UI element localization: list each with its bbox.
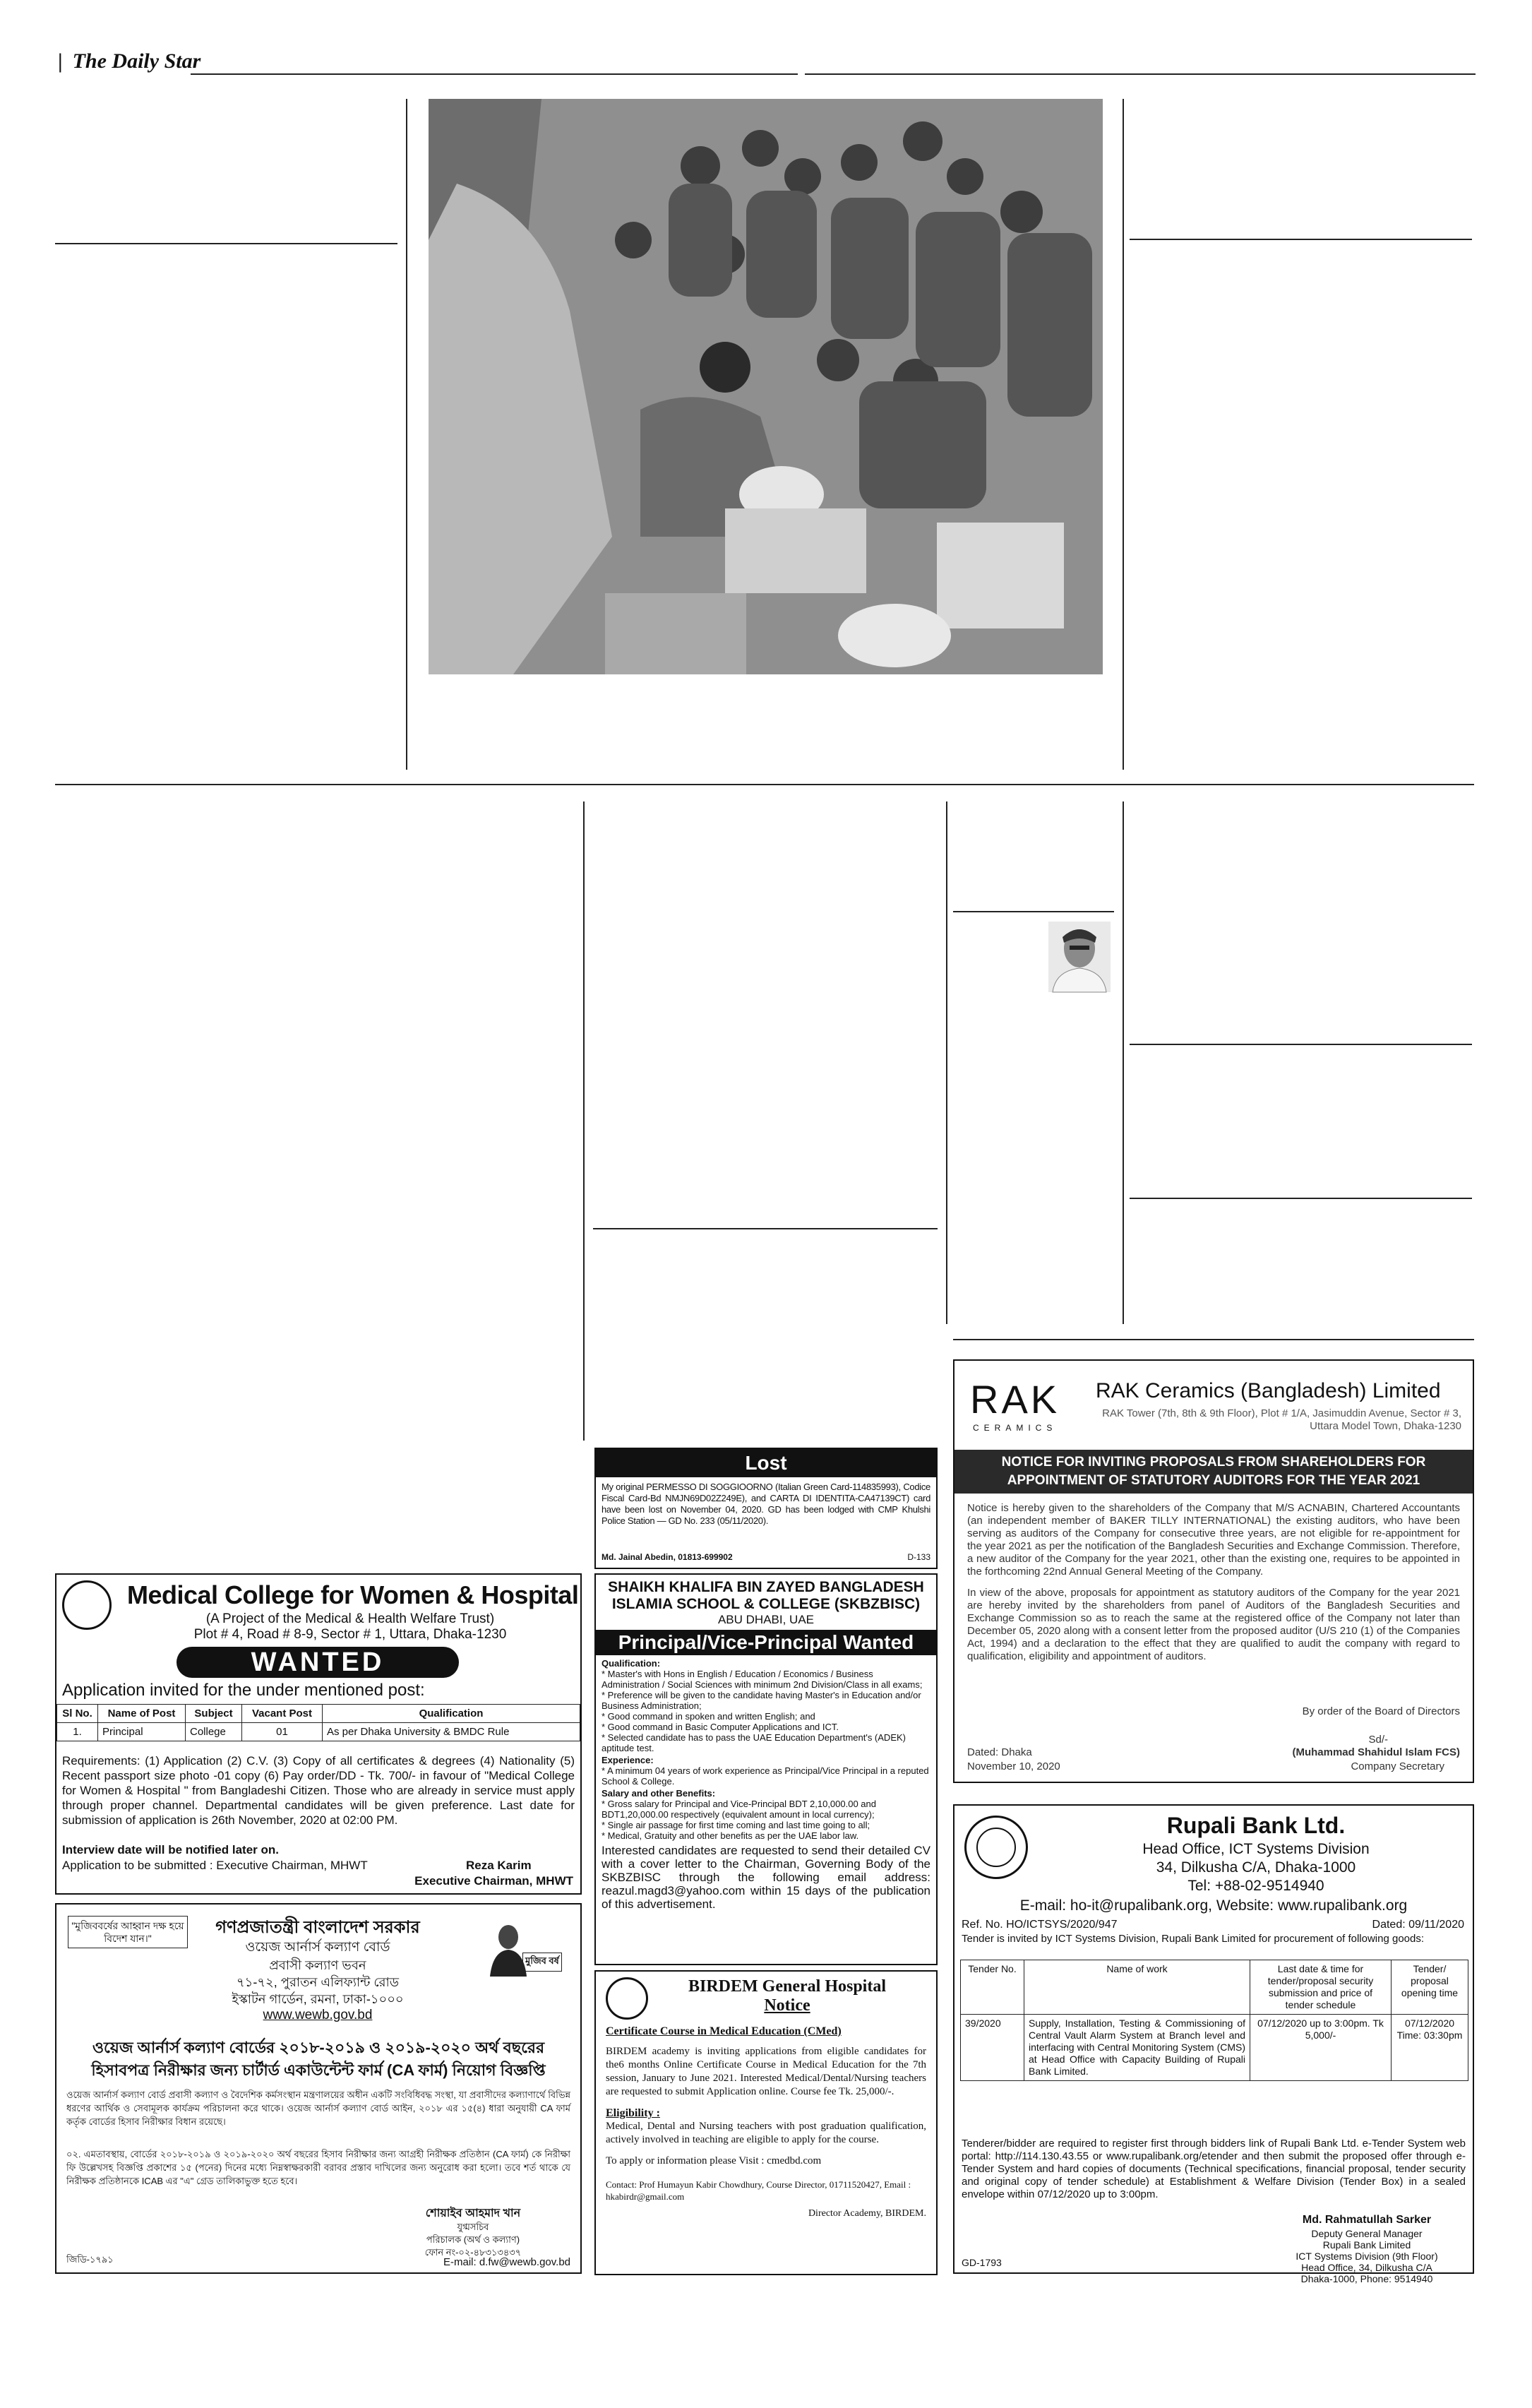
mcwh-address: Plot # 4, Road # 8-9, Sector # 1, Uttara, Dhaka-1230	[193, 1627, 507, 1642]
rupali-code: GD-1793	[962, 2257, 1002, 2268]
rupali-table	[960, 1960, 1468, 2081]
masthead-paper-name: The Daily Star	[72, 49, 201, 73]
column-rule	[1130, 1198, 1472, 1199]
mcwh-interview: Interview date will be notified later on.	[62, 1843, 279, 1856]
rak-dated: Dated: Dhaka	[967, 1746, 1032, 1758]
news-photo	[429, 99, 1103, 674]
rupali-email-line: E-mail: ho-it@rupalibank.org, Website: www.rupalibank.org	[1019, 1897, 1408, 1914]
table-row	[57, 1723, 580, 1741]
table-header: Tender/ proposal opening time	[1392, 1960, 1468, 2015]
rupali-signer-line: Deputy General Manager	[1311, 2228, 1423, 2239]
skbz-location: ABU DHABI, UAE	[717, 1613, 815, 1626]
rupali-tel: Tel: +88-02-9514940	[1187, 1878, 1324, 1894]
table-cell: 1.	[57, 1723, 98, 1741]
table-header: Last date & time for tender/proposal security submission and price of tender schedule	[1250, 1960, 1392, 2015]
portrait-photo	[1048, 922, 1111, 992]
column-rule	[953, 1339, 1474, 1340]
skbz-sal-item: * Gross salary for Principal and Vice-Principal BDT 2,10,000.00 and BDT1,20,000.00 respectively (equivalent amount in local currency);	[602, 1799, 876, 1820]
birdem-elig-head: Eligibility :	[606, 2107, 660, 2119]
table-cell: Supply, Installation, Testing & Commissioning of Central Vault Alarm System at Branch level and interfacing with Central Monitoring System (CMS) at Head Office with Capacity Building of Rupali Bank Limited.	[1024, 2015, 1250, 2081]
rak-para-2: In view of the above, proposals for appointment as statutory auditors of the Company for the year 2021 are hereby invited by the shareholders from panel of Auditors of the Bangladesh Securities and Exchange Commission so as to reach the same at the registered office of the Company not later than December 05, 2020 along with a consent letter from the proposed auditor (U/S 210 (1) of the Companies Act, 1994) and a declaration to the effect that they are qualified to audit the company with regard to qualification, eligibility and appointment of auditors.	[967, 1587, 1460, 1662]
column-divider	[946, 801, 947, 1324]
skbz-qual-item: * Good command in spoken and written English; and	[602, 1711, 815, 1722]
mcwh-logo	[62, 1580, 112, 1630]
rupali-signer: Md. Rahmatullah Sarker	[1302, 2214, 1432, 2226]
column-rule	[1130, 239, 1472, 240]
wewb-road: ৭১-৭২, পুরাতন এলিফ্যান্ট রোড	[236, 1975, 400, 1989]
table-cell: 07/12/2020 Time: 03:30pm	[1392, 2015, 1468, 2081]
rupali-signer-line: Head Office, 34, Dilkusha C/A	[1301, 2262, 1432, 2273]
wewb-gov: গণপ্রজাতন্ত্রী বাংলাদেশ সরকার	[215, 1918, 420, 1937]
wewb-board: ওয়েজ আর্নার্স কল্যাণ বোর্ড	[245, 1940, 390, 1955]
rupali-logo	[964, 1816, 1028, 1879]
skbz-exp-head: Experience:	[602, 1755, 654, 1765]
mcwh-signer: Reza Karim	[466, 1859, 532, 1872]
wewb-headline-2: হিসাবপত্র নিরীক্ষার জন্য চার্টার্ড একাউন্টেন্ট ফার্ম (CA ফার্ম) নিয়োগ বিজ্ঞপ্তি	[91, 2061, 546, 2079]
rak-order: By order of the Board of Directors	[1302, 1705, 1460, 1717]
mcwh-table	[56, 1704, 580, 1741]
skbz-qual-item: * Good command in Basic Computer Applications and ICT.	[602, 1722, 839, 1732]
skbz-exp: * A minimum 04 years of work experience as Principal/Vice Principal in a reputed School & College.	[602, 1765, 929, 1787]
wewb-area: ইস্কাটন গার্ডেন, রমনা, ঢাকা-১০০০	[232, 1992, 404, 2006]
skbz-qual-item: * Master's with Hons in English / Education / Economics / Business Administration / Social Sciences with minimum 2nd Division/Class in all exams;	[602, 1669, 923, 1690]
wewb-email: E-mail: d.fw@wewb.gov.bd	[443, 2256, 570, 2268]
rupali-name: Rupali Bank Ltd.	[1166, 1813, 1346, 1838]
lost-code: D-133	[907, 1552, 930, 1562]
skbz-ad	[594, 1573, 938, 1965]
birdem-sign: Director Academy, BIRDEM.	[808, 2208, 926, 2219]
table-header-row	[961, 1960, 1468, 2015]
rak-logo: RAK	[970, 1377, 1060, 1421]
rupali-office: Head Office, ICT Systems Division	[1142, 1841, 1370, 1857]
rupali-signer-line: Rupali Bank Limited	[1322, 2239, 1411, 2251]
column-divider	[583, 801, 585, 1441]
mcwh-title: Medical College for Women & Hospital	[127, 1580, 579, 1609]
column-rule	[593, 1228, 938, 1229]
rupali-ref: Ref. No. HO/ICTSYS/2020/947	[962, 1919, 1118, 1931]
wewb-bhaban: প্রবাসী কল্যাণ ভবন	[269, 1958, 366, 1972]
wewb-slogan: "মুজিববর্ষের আহ্বান দক্ষ হয়ে বিদেশ যান।"	[68, 1916, 188, 1948]
rupali-address: 34, Dilkusha C/A, Dhaka-1000	[1156, 1859, 1356, 1876]
wewb-para-2: ০২. এমতাবস্থায়, বোর্ডের ২০১৮-২০১৯ ও ২০১৯-২০২০ অর্থ বছরের হিসাব নিরীক্ষার জন্য আগ্রহী নিরীক্ষক প্রতিষ্ঠান (CA ফার্ম) কে নিরীক্ষা ফি উল্লেখসহ বিজ্ঞপ্তি প্রকাশের ১৫ (পনের) দিনের মধ্যে নিম্নস্বাক্ষরকারী বরাবর প্রস্তাব দাখিলের জন্য অনুরোধ করা হলো। তবে শর্ত থাকে যে নিরীক্ষক প্রতিষ্ঠানকে ICAB এর "এ" গ্রেড তালিকাভুক্ত হতে হবে।	[66, 2149, 570, 2186]
skbz-qual-list	[602, 1669, 930, 1753]
rupali-signer-block	[1268, 2228, 1466, 2284]
birdem-apply: To apply or information please Visit : cmedbd.com	[606, 2155, 822, 2166]
skbz-title-2: ISLAMIA SCHOOL & COLLEGE (SKBZBISC)	[611, 1596, 921, 1612]
skbz-sal-list	[602, 1799, 930, 1841]
rak-logo-sub: CERAMICS	[973, 1423, 1058, 1433]
column-rule	[55, 243, 397, 244]
rak-address: RAK Tower (7th, 8th & 9th Floor), Plot # 1/A, Jasimuddin Avenue, Sector # 3, Uttara Model Town, Dhaka-1230	[1102, 1407, 1461, 1432]
table-cell: As per Dhaka University & BMDC Rule	[323, 1723, 580, 1741]
photo-crowd-illustration	[429, 99, 1103, 674]
table-header: Qualification	[323, 1705, 580, 1723]
wewb-headline-1: ওয়েজ আর্নার্স কল্যাণ বোর্ডের ২০১৮-২০১৯ ও ২০১৯-২০২০ অর্থ বছরের	[92, 2039, 545, 2056]
birdem-body: BIRDEM academy is inviting applications from eligible candidates for the6 months Online Certificate Course in Medical Education for the 7th session, January to June 2021. Interested Medical/Dental/Nursing teachers are requested to submit Application online. Course fee Tk. 25,000/-.	[606, 2046, 926, 2097]
rak-signer-title: Company Secretary	[1351, 1760, 1444, 1772]
table-header-row	[57, 1705, 580, 1723]
table-cell: 01	[242, 1723, 323, 1741]
table-cell: College	[186, 1723, 242, 1741]
skbz-sal-item: * Medical, Gratuity and other benefits as per the UAE labor law.	[602, 1830, 859, 1841]
birdem-title: BIRDEM General Hospital	[688, 1977, 886, 1996]
mcwh-signer-title: Executive Chairman, MHWT	[414, 1874, 573, 1888]
rak-notice	[953, 1359, 1474, 1783]
skbz-sal-head: Salary and other Benefits:	[602, 1788, 716, 1799]
mcwh-invite: Application invited for the under mentioned post:	[62, 1681, 425, 1700]
skbz-banner: Principal/Vice-Principal Wanted	[596, 1630, 936, 1655]
table-cell: Principal	[98, 1723, 186, 1741]
table-header: Vacant Post	[242, 1705, 323, 1723]
table-header: Name of work	[1024, 1960, 1250, 2015]
table-header: Subject	[186, 1705, 242, 1723]
mcwh-requirements: Requirements: (1) Application (2) C.V. (3) Copy of all certificates & degrees (4) Nationality (5) Recent passport size photo -01 copy (6) Pay order/DD - Tk. 700/- in favour of "Medical College for Women & Hospital " from Bangladeshi Citizen. Those who are already in service must apply through proper channel. Departmental candidates will be given preference. Last date for submission of application is 26th November, 2020 at 02:00 PM.	[62, 1754, 575, 1827]
wewb-ad	[55, 1903, 582, 2274]
rak-company: RAK Ceramics (Bangladesh) Limited	[1096, 1379, 1441, 1402]
masthead	[58, 49, 201, 73]
birdem-course: Certificate Course in Medical Education (CMed)	[606, 2025, 842, 2037]
wewb-web: www.wewb.gov.bd	[263, 2008, 373, 2022]
lost-notice	[594, 1448, 938, 1569]
wewb-para-1: ওয়েজ আর্নার্স কল্যাণ বোর্ড প্রবাসী কল্যাণ ও বৈদেশিক কর্মসংস্থান মন্ত্রণালয়ের অধীন একটি সংবিধিবদ্ধ সংস্থা, যা প্রবাসীদের কল্যাণার্থে বিভিন্ন ধরণের আর্থিক ও সেবামূলক কার্যক্রম পরিচালনা করে থাকে। ওয়েজ আর্নার্স কল্যাণ বোর্ড আইন, ২০১৮ এর ১৫(৪) ধারা অনুযায়ী CA ফার্ম কর্তৃক বোর্ডের হিসাব নিরীক্ষার বিধান রয়েছে।	[66, 2090, 570, 2127]
wewb-phone: ফোন নং-০২-৪৮৩১৩৪৩৭	[424, 2247, 522, 2258]
rupali-tender	[953, 1804, 1474, 2284]
column-rule	[953, 911, 1114, 912]
lost-title: Lost	[596, 1449, 936, 1477]
rupali-dated: Dated: 09/11/2020	[1372, 1919, 1464, 1931]
rak-para-1: Notice is hereby given to the shareholders of the Company that M/S ACNABIN, Chartered Accountants (an independent member of BAKER TILLY INTERNATIONAL) the existing auditors, who have been serving as auditors of the Company for consecutive three years, are not eligible for re-appointment for the year 2021 as per the notification of the Bangladesh Securities and Exchange Commission. Therefore, a new auditor of the Company for the year 2021, other than the existing one, requires to be appointed in the forthcoming 22nd Annual General Meeting of the Company.	[967, 1502, 1460, 1578]
skbz-qual-head: Qualification:	[602, 1658, 661, 1669]
wewb-signer-dept: পরিচালক (অর্থ ও কল্যাণ)	[426, 2234, 520, 2245]
column-divider	[406, 99, 407, 770]
birdem-logo	[606, 1977, 648, 2020]
table-cell: 39/2020	[961, 2015, 1024, 2081]
mcwh-wanted: WANTED	[176, 1647, 459, 1678]
lost-body: My original PERMESSO DI SOGGIOORNO (Italian Green Card-114835993), Codice Fiscal Card-Bd NMJN69D02Z249E), and CARTA DI IDENTITA-CA47139CT) card have been lost on November 04, 2020. GD has been lodged with CMP Khulshi Police Station — GD No. 233 (05/11/2020).	[602, 1482, 930, 1526]
skbz-qual-item: * Selected candidate has to pass the UAE Education Department's (ADEK) aptitude test.	[602, 1732, 906, 1753]
skbz-title-1: SHAIKH KHALIFA BIN ZAYED BANGLADESH	[608, 1579, 924, 1595]
rak-signer: (Muhammad Shahidul Islam FCS)	[1292, 1746, 1460, 1758]
mcwh-submit: Application to be submitted : Executive Chairman, MHWT	[62, 1859, 368, 1872]
table-cell: 07/12/2020 up to 3:00pm. Tk 5,000/-	[1250, 2015, 1392, 2081]
masthead-pipe: |	[58, 49, 63, 73]
column-divider	[1123, 99, 1124, 770]
rupali-body: Tenderer/bidder are required to register first through bidders link of Rupali Bank Ltd. e-Tender System web portal: http://114.130.43.55 or www.rupalibank.org/etender and then submit the proposed offer through e-Tender System and hard copies of documents (Technical specifications, financial proposal, tender security and original copy of tender schedule) at Establishment & Welfare Division (Tender Box) in a sealed envelope within 07/12/2020 up to 3:00pm.	[962, 2138, 1466, 2200]
table-row	[961, 2015, 1468, 2081]
column-rule	[1130, 1044, 1472, 1045]
rupali-signer-line: Dhaka-1000, Phone: 9514940	[1300, 2273, 1433, 2284]
birdem-elig: Medical, Dental and Nursing teachers with post graduation qualification, actively involved in teaching are eligible to apply for the course.	[606, 2121, 926, 2145]
table-header: Sl No.	[57, 1705, 98, 1723]
rupali-signer-line: ICT Systems Division (9th Floor)	[1295, 2251, 1438, 2262]
rak-notice-title: NOTICE FOR INVITING PROPOSALS FROM SHAREHOLDERS FOR APPOINTMENT OF STATUTORY AUDITORS FOR THE YEAR 2021	[954, 1450, 1473, 1494]
masthead-rule-left	[191, 73, 798, 75]
masthead-rule-right	[805, 73, 1476, 75]
rak-sd: Sd/-	[1368, 1734, 1388, 1746]
table-header: Name of Post	[98, 1705, 186, 1723]
rupali-intro: Tender is invited by ICT Systems Division, Rupali Bank Limited for procurement of following goods:	[962, 1933, 1425, 1945]
table-header: Tender No.	[961, 1960, 1024, 2015]
rak-date: November 10, 2020	[967, 1760, 1060, 1772]
skbz-qual-item: * Preference will be given to the candidate having Master's in Education and/or Business Administration;	[602, 1690, 921, 1711]
mcwh-ad	[55, 1573, 582, 1895]
wewb-signer-title: যুগ্মসচিব	[457, 2222, 489, 2232]
mcwh-subtitle: (A Project of the Medical & Health Welfare Trust)	[205, 1611, 495, 1626]
wewb-code: জিডি-১৭৯১	[66, 2254, 114, 2265]
birdem-contact: Contact: Prof Humayun Kabir Chowdhury, Course Director, 01711520427, Email : hkabirdr@gmail.com	[606, 2179, 911, 2202]
birdem-subtitle: Notice	[764, 1996, 810, 2015]
skbz-sal-item: * Single air passage for first time coming and last time going to all;	[602, 1820, 870, 1830]
column-divider	[1123, 801, 1124, 1324]
skbz-apply: Interested candidates are requested to send their detailed CV with a cover letter to the Chairman, Governing Body of the SKBZBISC through the following email address: reazul.magd3@yahoo.com within 15 days of the publication of this advertisement.	[602, 1844, 930, 1911]
wewb-signer: শোয়াইব আহমাদ খান	[425, 2207, 521, 2219]
birdem-notice	[594, 1970, 938, 2275]
mujib-logo: মুজিব বর্ষ	[522, 1953, 562, 1972]
lost-signer: Md. Jainal Abedin, 01813-699902	[602, 1552, 733, 1562]
section-rule	[55, 784, 1474, 785]
